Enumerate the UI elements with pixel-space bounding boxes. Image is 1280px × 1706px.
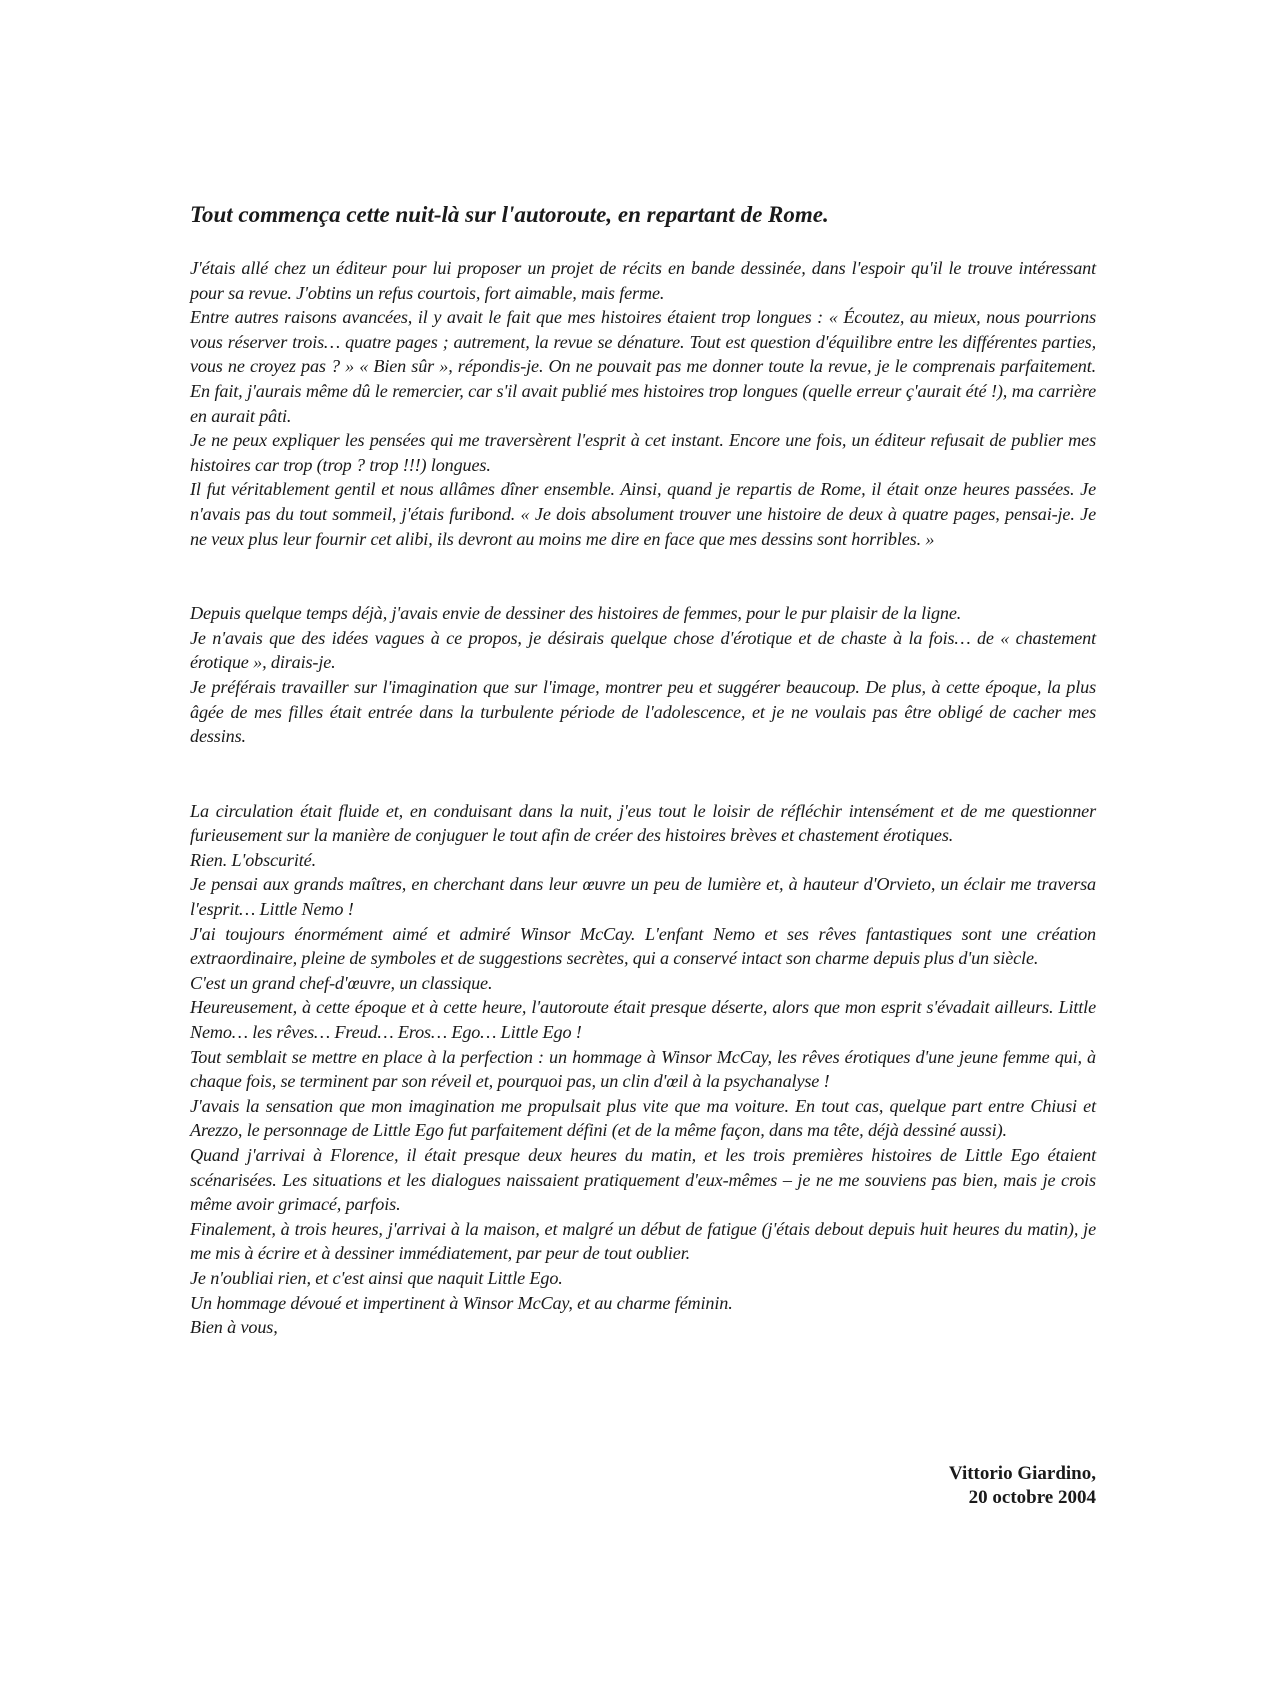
paragraph: J'étais allé chez un éditeur pour lui proposer un projet de récits en bande dessinée, dans l'espoir qu'il le trouve intéressant pour sa revue. J'obtins un refus courtois, fort aimable, mais ferme. [190, 258, 1096, 303]
section-gap [190, 749, 1096, 799]
paragraph: C'est un grand chef-d'œuvre, un classique. [190, 972, 493, 993]
signature-block [949, 1462, 1096, 1510]
paragraph: Rien. L'obscurité. [190, 849, 316, 870]
paragraph: J'avais la sensation que mon imagination me propulsait plus vite que ma voiture. En tout cas, quelque part entre Chiusi et Arezzo, le personnage de Little Ego fut parfaitement défini (et de la même façon, dans ma tête, déjà dessiné aussi). [190, 1095, 1096, 1141]
closing-line: Bien à vous, [190, 1317, 278, 1338]
paragraph: Finalement, à trois heures, j'arrivai à la maison, et malgré un début de fatigue (j'étais debout depuis huit heures du matin), je me mis à écrire et à dessiner immédiatement, par peur de tout oublier. [190, 1218, 1096, 1264]
section-gap [190, 551, 1096, 601]
paragraph: Je ne peux expliquer les pensées qui me traversèrent l'esprit à cet instant. Encore une fois, un éditeur refusait de publier mes histoires car trop (trop ? trop !!!) longues. [190, 430, 1096, 475]
paragraph: Je n'oubliai rien, et c'est ainsi que naquit Little Ego. [190, 1267, 563, 1288]
paragraph: Tout semblait se mettre en place à la perfection : un hommage à Winsor McCay, les rêves érotiques d'une jeune femme qui, à chaque fois, se terminent par son réveil et, pourquoi pas, un clin d'œil à la psychanalyse ! [190, 1046, 1096, 1092]
paragraph: Quand j'arrivai à Florence, il était presque deux heures du matin, et les trois premières histoires de Little Ego étaient scénarisées. Les situations et les dialogues naissaient pratiquement d'eux-mêmes – je ne me souviens pas bien, mais je crois même avoir grimacé, parfois. [190, 1145, 1096, 1215]
paragraph: Je pensai aux grands maîtres, en cherchant dans leur œuvre un peu de lumière et, à hauteur d'Orvieto, un éclair me traversa l'esprit… Little Nemo ! [190, 874, 1096, 920]
paragraph: Je n'avais que des idées vagues à ce propos, je désirais quelque chose d'érotique et de chaste à la fois… de « chastement érotique », dirais-je. [190, 627, 1096, 673]
section-little-ego [190, 799, 1096, 1340]
section-women-stories [190, 601, 1096, 749]
paragraph: Je préférais travailler sur l'imagination que sur l'image, montrer peu et suggérer beaucoup. De plus, à cette époque, la plus âgée de mes filles était entrée dans la turbulente période de l'adolescence, et je ne voulais pas être obligé de cacher mes dessins. [190, 676, 1096, 747]
signature-date: 20 octobre 2004 [968, 1487, 1096, 1508]
letter-title: Tout commença cette nuit-là sur l'autoroute, en repartant de Rome. [190, 202, 829, 227]
paragraph: Entre autres raisons avancées, il y avait le fait que mes histoires étaient trop longues : « Écoutez, au mieux, nous pourrions vous réserver trois… quatre pages ; autrement, la revue se dénature. Tout est question d'équilibre entre les différentes parties, vous ne croyez pas ? » « Bien sûr », répondis-je. On ne pouvait pas me donner toute la revue, je le comprenais parfaitement. En fait, j'aurais même dû le remercier, car s'il avait publié mes histoires trop longues (quelle erreur ç'aurait été !), ma carrière en aurait pâti. [190, 307, 1096, 426]
paragraph: Depuis quelque temps déjà, j'avais envie de dessiner des histoires de femmes, pour le pur plaisir de la ligne. [190, 603, 962, 624]
section-rome-editor [190, 256, 1096, 551]
paragraph: Un hommage dévoué et impertinent à Winsor McCay, et au charme féminin. [190, 1292, 733, 1313]
letter-page [190, 200, 1096, 1340]
paragraph: J'ai toujours énormément aimé et admiré Winsor McCay. L'enfant Nemo et ses rêves fantastiques sont une création extraordinaire, pleine de symboles et de suggestions secrètes, qui a conservé intact son charme depuis plus d'un siècle. [190, 923, 1096, 969]
paragraph: La circulation était fluide et, en conduisant dans la nuit, j'eus tout le loisir de réfléchir intensément et de me questionner furieusement sur la manière de conjuguer le tout afin de créer des histoires brèves et chastement érotiques. [190, 800, 1096, 846]
paragraph: Il fut véritablement gentil et nous allâmes dîner ensemble. Ainsi, quand je repartis de Rome, il était onze heures passées. Je n'avais pas du tout sommeil, j'étais furibond. « Je dois absolument trouver une histoire de deux à quatre pages, pensai-je. Je ne veux plus leur fournir cet alibi, ils devront au moins me dire en face que mes dessins sont horribles. » [190, 479, 1096, 549]
author-name: Vittorio Giardino, [948, 1463, 1096, 1484]
paragraph: Heureusement, à cette époque et à cette heure, l'autoroute était presque déserte, alors que mon esprit s'évadait ailleurs. Little Nemo… les rêves… Freud… Eros… Ego… Little Ego ! [190, 997, 1096, 1043]
